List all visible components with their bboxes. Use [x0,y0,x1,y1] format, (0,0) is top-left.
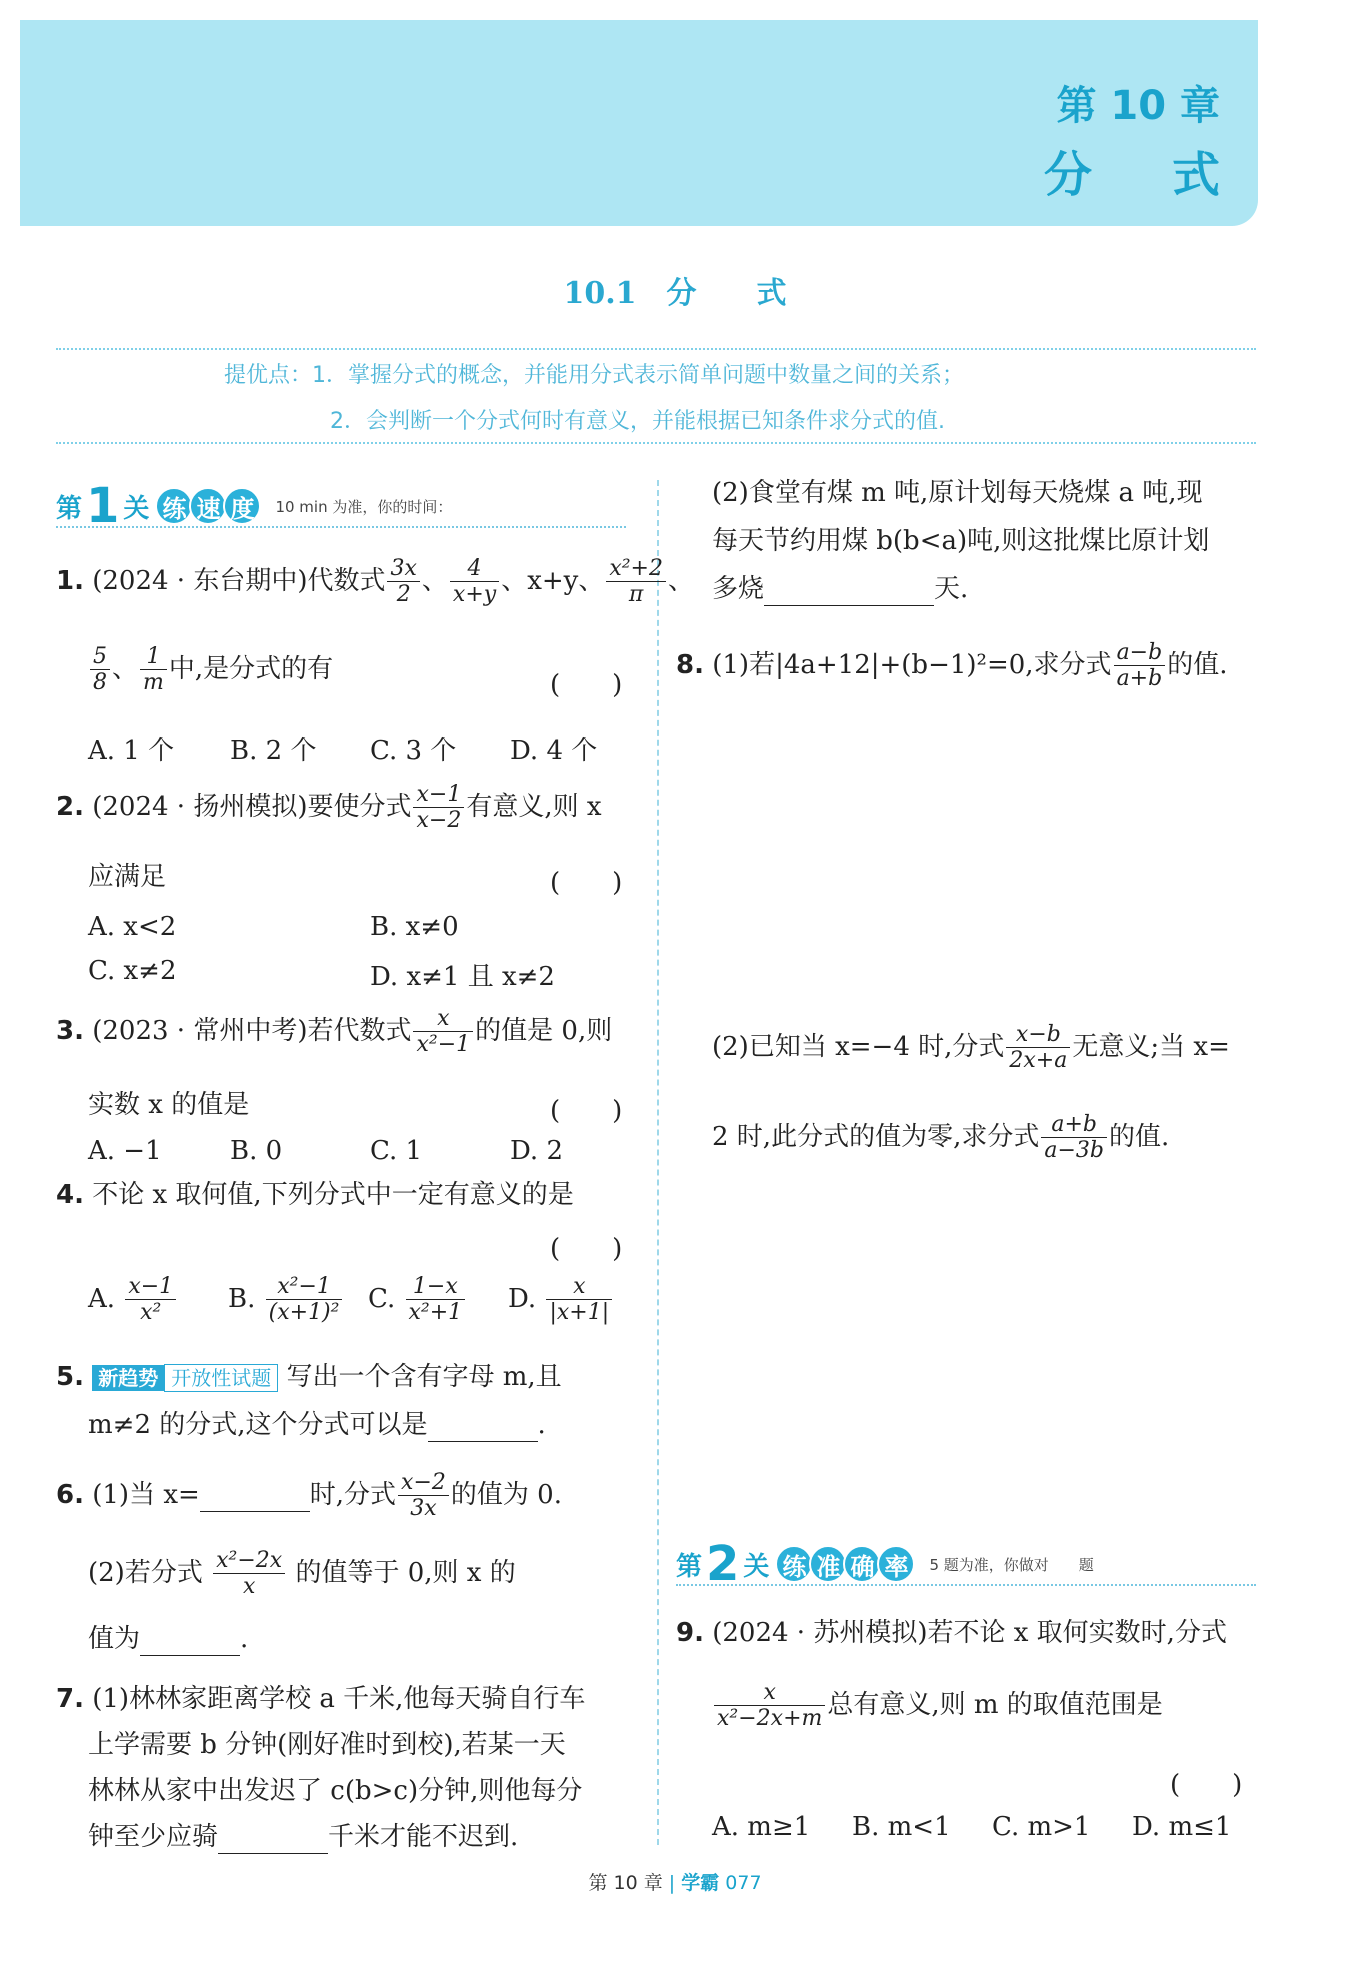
badge-char: 练 [155,487,193,525]
option-b: B. $\frac{\text{x²−1}}{\text{(x+1)²}}$ [228,1274,344,1326]
fraction: $\frac{x}{\text{x²−1}}$ [413,1006,473,1058]
answer-parentheses: ( ) [550,670,623,700]
objective-line-1 [224,358,964,389]
level-word: 第 [676,1551,703,1582]
question-text: 的值是 0,则 [475,1015,613,1046]
question-text: (1)当 x= [92,1479,200,1510]
question-3 [56,1006,612,1058]
objective-label: 提优点： [224,363,313,388]
page-footer: 第 10 章 | 学霸 077 [588,1872,762,1894]
option-d: D. 4 个 [510,736,598,766]
answer-blank[interactable] [218,1822,328,1854]
option-b: B. 0 [230,1136,283,1166]
fraction: $\frac{a-b}{a+b}$ [1114,640,1166,692]
question-4 [56,1180,574,1211]
option-d: D. m≤1 [1132,1812,1232,1842]
objective-item-1: 1．掌握分式的概念，并能用分式表示简单问题中数量之间的关系； [312,363,965,388]
option-a: A. 1 个 [88,736,175,766]
option-a: A. −1 [88,1136,162,1166]
question-6-line-3: 值为 . [88,1624,248,1656]
fraction: $\frac{3x}{2}$ [387,556,419,608]
question-number: 7. [56,1684,84,1714]
badge-char: 度 [223,487,261,525]
fraction: $\frac{x-2}{3x}$ [398,1470,449,1522]
fraction: $\frac{a+b}{a-3b}$ [1041,1112,1107,1164]
question-text: 写出一个含有字母 m,且 [286,1362,562,1392]
question-number: 4. [56,1180,84,1210]
badge-char: 练 [775,1545,813,1583]
question-text: 天. [934,574,969,604]
fraction: $\frac{5}{8}$ [90,644,110,696]
question-number: 2. [56,791,84,822]
question-text: m≠2 的分式,这个分式可以是 [88,1410,428,1440]
option-d: D. 2 [510,1136,563,1166]
question-text: 上学需要 b 分钟(刚好准时到校),若某一天 [88,1730,566,1760]
option-b: B. m<1 [852,1812,951,1842]
question-6 [56,1470,562,1522]
answer-parentheses: ( ) [1170,1770,1243,1800]
question-6-part-2 [88,1548,516,1600]
fraction: $\frac{x-1}{x-2}$ [413,782,464,834]
fraction: $\frac{\text{x²+2}}{\pi}$ [606,556,666,608]
level-word: 关 [123,493,150,524]
option-b: B. 2 个 [230,736,317,766]
question-number: 1. [56,565,84,596]
question-9-line-2 [712,1680,1163,1732]
option-d: D. x≠1 且 x≠2 [370,962,555,992]
question-8 [676,640,1227,692]
option-c: C. x≠2 [88,956,177,986]
level-number: 2 [706,1536,740,1592]
question-number: 8. [676,649,704,680]
fraction: $\frac{4}{x+y}$ [450,556,499,608]
answer-blank[interactable] [140,1624,240,1656]
question-text: (2024 · 苏州模拟)若不论 x 取何实数时,分式 [712,1618,1227,1648]
question-text: 无意义;当 x= [1072,1031,1230,1062]
chapter-title: 分式 [1043,147,1300,203]
footer-brand: 学霸 [681,1872,720,1894]
option-a: A. x<2 [88,912,177,942]
answer-blank[interactable] [428,1410,538,1442]
question-text: 值为 [88,1624,141,1654]
question-5 [56,1362,562,1393]
divider [56,348,1256,350]
question-number: 6. [56,1479,84,1510]
open-question-tag: 开放性试题 [164,1364,278,1392]
question-text: 林林从家中出发迟了 c(b>c)分钟,则他每分 [88,1776,583,1806]
question-text: 的值为 0. [450,1479,562,1510]
option-a: A. m≥1 [712,1812,811,1842]
option-b: B. x≠0 [370,912,459,942]
fraction: $\frac{1}{m}$ [140,644,167,696]
divider [676,1584,1256,1586]
question-text: (2024 · 东台期中)代数式 [92,565,386,596]
question-text: (1)若|4a+12|+(b−1)²=0,求分式 [712,649,1112,680]
question-text: 有意义,则 x [466,791,602,822]
question-text: (2)已知当 x=−4 时,分式 [712,1031,1005,1062]
option-d: D. $\frac{x}{|x+1|}$ [508,1274,614,1326]
question-number: 3. [56,1015,84,1046]
fraction: $\frac{x-b}{2x+a}$ [1006,1022,1070,1074]
answer-parentheses: ( ) [550,868,623,898]
question-text: 中,是分式的有 [168,653,334,684]
question-text: 实数 x 的值是 [88,1090,250,1120]
option-c: C. m>1 [992,1812,1091,1842]
question-text: (1)林林家距离学校 a 千米,他每天骑自行车 [92,1684,586,1714]
question-text: 钟至少应骑 [88,1822,219,1852]
question-text: (2)若分式 [88,1557,203,1588]
footer-chapter: 第 10 章 [588,1872,663,1894]
answer-parentheses: ( ) [550,1234,623,1264]
question-9 [676,1618,1227,1649]
question-text: 每天节约用煤 b(b<a)吨,则这批煤比原计划 [712,526,1210,556]
time-note: 10 min 为准，你的时间： [275,497,453,516]
question-text: (2)食堂有煤 m 吨,原计划每天烧煤 a 吨,现 [712,478,1203,508]
question-text: 的值等于 0,则 x 的 [295,1557,516,1588]
level-word: 关 [743,1551,770,1582]
question-number: 5. [56,1362,84,1392]
question-text: (2023 · 常州中考)若代数式 [92,1015,412,1046]
question-number: 9. [676,1618,704,1648]
answer-blank[interactable] [764,574,934,606]
question-7-line-4 [88,1822,518,1854]
page-number: 077 [725,1872,762,1894]
question-text: 千米才能不迟到. [328,1822,519,1852]
fraction: $\frac{\text{x²−2x}}{x}$ [213,1548,285,1600]
option-a: A. $\frac{x-1}{\text{x²}}$ [88,1274,178,1326]
badge-char: 率 [877,1545,915,1583]
answer-parentheses: ( ) [550,1096,623,1126]
chapter-label: 第 10 章 [1056,83,1220,129]
question-text: 的值. [1167,649,1228,680]
objective-item-2: 2．会判断一个分式何时有意义，并能根据已知条件求分式的值. [330,409,945,434]
answer-blank[interactable] [200,1480,310,1512]
option-c: C. $\frac{1-x}{\text{x²+1}}$ [368,1274,467,1326]
column-divider [657,480,659,1845]
question-7 [56,1684,585,1715]
question-text: 时,分式 [309,1479,397,1510]
option-c: C. 3 个 [370,736,457,766]
question-text: 、x+y、 [501,565,605,596]
score-note: 5 题为准，你做对 题 [929,1555,1094,1574]
level-word: 第 [56,493,83,524]
question-text: 不论 x 取何值,下列分式中一定有意义的是 [92,1180,574,1210]
question-text: 总有意义,则 m 的取值范围是 [827,1689,1163,1720]
question-text: 应满足 [88,862,167,892]
question-7-part-2-line-3 [712,574,968,606]
question-text: 2 时,此分式的值为零,求分式 [712,1121,1040,1152]
question-5-line-2: m≠2 的分式,这个分式可以是 . [88,1410,546,1442]
level-number: 1 [86,478,120,534]
fraction: $\frac{x}{\text{x²−2x+m}}$ [714,1680,825,1732]
divider [56,442,1256,444]
question-text: 多烧 [712,574,765,604]
section-title: 10.1 分 式 [563,276,787,311]
question-8-part-2-line-2 [712,1112,1169,1164]
question-1: 1. (2024 · 东台期中)代数式 $\frac{3x}{2}$ 、 $\frac{4}{x+y}$ 、x+y、 $\frac{\text{x²+2}}{\pi}$ 、 [56,556,695,608]
question-1-line-2: $\frac{5}{8}$ 、 $\frac{1}{m}$ 中,是分式的有 [88,644,333,696]
badge-char: 确 [843,1545,881,1583]
question-8-part-2 [712,1022,1230,1074]
badge-char: 速 [189,487,227,525]
question-text: (2024 · 扬州模拟)要使分式 [92,791,412,822]
question-2 [56,782,602,834]
trend-tag: 新趋势 [92,1365,164,1391]
badge-char: 准 [809,1545,847,1583]
divider [56,526,626,528]
question-text: 的值. [1108,1121,1170,1152]
option-c: C. 1 [370,1136,423,1166]
